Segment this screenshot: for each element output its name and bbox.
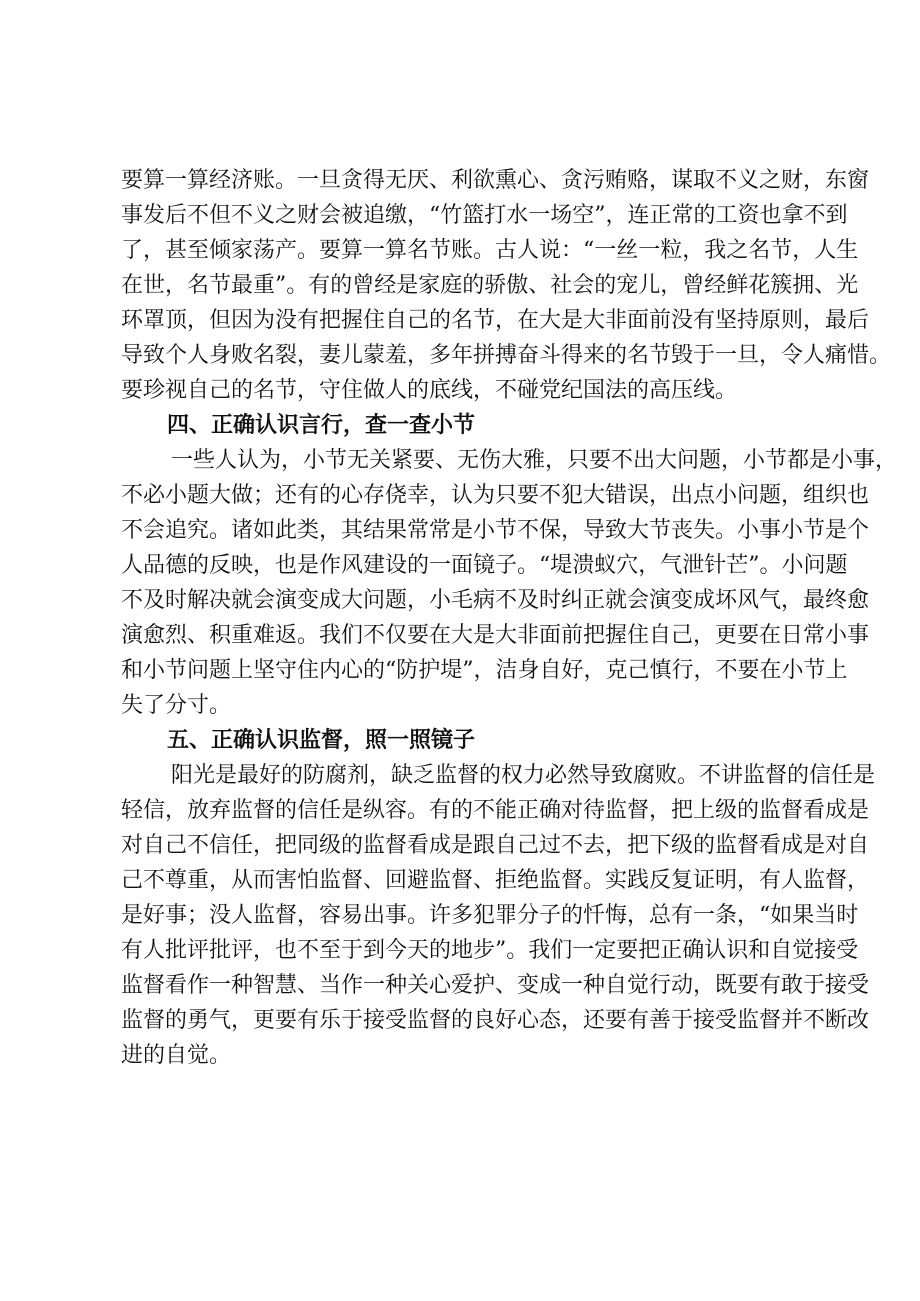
paragraph-line: 阳光是最好的防腐剂，缺乏监督的权力必然导致腐败。不讲监督的信任是 [171, 763, 876, 788]
paragraph-line: 监督看作一种智慧、当作一种关心爱护、变成一种自觉行动，既要有敢于接受 [121, 973, 870, 998]
paragraph-line: 演愈烈、积重难返。我们不仅要在大是大非面前把握住自己，更要在日常小事 [121, 623, 870, 648]
document-body [121, 163, 898, 1073]
paragraph-economic-and-reputation-account [121, 163, 892, 408]
paragraph-line: 和小节问题上坚守住内心的“防护堤”，洁身自好，克己慎行，不要在小节上 [121, 658, 848, 683]
paragraph-line: 要珍视自己的名节，守住做人的底线，不碰党纪国法的高压线。 [121, 378, 738, 403]
paragraph-line: 进的自觉。 [121, 1043, 232, 1068]
paragraph-line: 了，甚至倾家荡产。要算一算名节账。古人说：“一丝一粒，我之名节，人生 [121, 238, 859, 263]
paragraph-line: 一些人认为，小节无关紧要、无伤大雅，只要不出大问题，小节都是小事， [171, 448, 898, 473]
paragraph-line: 要算一算经济账。一旦贪得无厌、利欲熏心、贪污贿赂，谋取不义之财，东窗 [121, 168, 870, 193]
paragraph-line: 是好事；没人监督，容易出事。许多犯罪分子的忏悔，总有一条，“如果当时 [121, 903, 859, 928]
paragraph-small-details [121, 443, 898, 723]
paragraph-line: 己不尊重，从而害怕监督、回避监督、拒绝监督。实践反复证明，有人监督， [121, 868, 870, 893]
paragraph-line: 不必小题大做；还有的心存侥幸，认为只要不犯大错误，出点小问题，组织也 [121, 483, 870, 508]
section-heading-5: 五、正确认识监督，照一照镜子 [167, 728, 476, 753]
paragraph-line: 不会追究。诸如此类，其结果常常是小节不保，导致大节丧失。小事小节是个 [121, 518, 870, 543]
paragraph-line: 对自己不信任，把同级的监督看成是跟自己过不去，把下级的监督看成是对自 [121, 833, 870, 858]
paragraph-supervision [121, 758, 876, 1073]
paragraph-line: 失了分寸。 [121, 693, 232, 718]
paragraph-line: 人品德的反映，也是作风建设的一面镜子。“堤溃蚁穴，气泄针芒”。小问题 [121, 553, 848, 578]
paragraph-line: 轻信，放弃监督的信任是纵容。有的不能正确对待监督，把上级的监督看成是 [121, 798, 870, 823]
paragraph-line: 事发后不但不义之财会被追缴，“竹篮打水一场空”，连正常的工资也拿不到 [121, 203, 848, 228]
paragraph-line: 有人批评批评，也不至于到今天的地步”。我们一定要把正确认识和自觉接受 [121, 938, 859, 963]
paragraph-line: 监督的勇气，更要有乐于接受监督的良好心态，还要有善于接受监督并不断改 [121, 1008, 870, 1033]
paragraph-line: 在世，名节最重”。有的曾经是家庭的骄傲、社会的宠儿，曾经鲜花簇拥、光 [121, 273, 859, 298]
paragraph-line: 不及时解决就会演变成大问题，小毛病不及时纠正就会演变成坏风气，最终愈 [121, 588, 870, 613]
paragraph-line: 导致个人身败名裂，妻儿蒙羞，多年拼搏奋斗得来的名节毁于一旦，令人痛惜。 [121, 343, 892, 368]
section-heading-4: 四、正确认识言行，查一查小节 [167, 413, 476, 438]
paragraph-line: 环罩顶，但因为没有把握住自己的名节，在大是大非面前没有坚持原则，最后 [121, 308, 870, 333]
